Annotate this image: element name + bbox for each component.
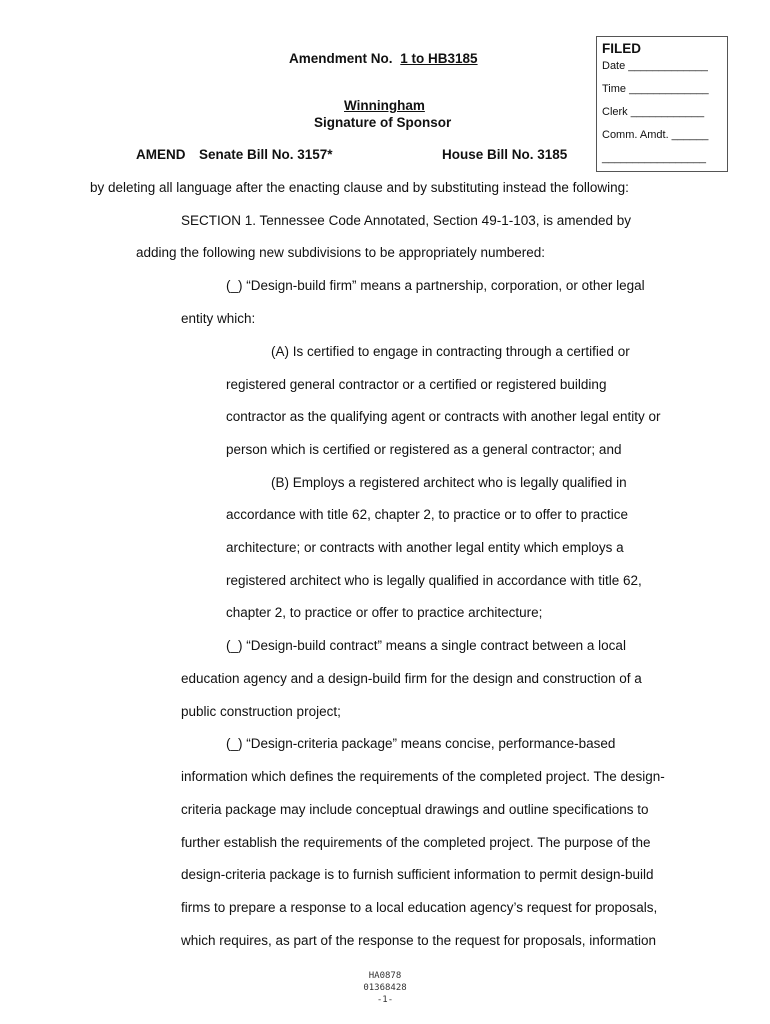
body-line: further establish the requirements of the completed project. The purpose of the — [181, 835, 651, 850]
filed-date: Date _____________ — [602, 60, 708, 72]
body-line: information which defines the requirements of the completed project. The design- — [181, 769, 665, 784]
body-line: criteria package may include conceptual drawings and outline specifications to — [181, 802, 649, 817]
amend-label: AMEND — [136, 147, 186, 162]
body-line: which requires, as part of the response to the request for proposals, information — [181, 933, 657, 948]
body-line: (_) “Design-criteria package” means concise, performance-based — [226, 736, 616, 751]
body-line: chapter 2, to practice or offer to practice architecture; — [226, 605, 543, 620]
body-line: SECTION 1. Tennessee Code Annotated, Section 49-1-103, is amended by — [181, 213, 632, 228]
body-line: registered general contractor or a certified or registered building — [226, 377, 607, 392]
sponsor-label: Signature of Sponsor — [314, 115, 452, 130]
amendment-title — [289, 51, 478, 66]
body-line: by deleting all language after the enacting clause and by substituting instead the following: — [90, 180, 629, 195]
sponsor-name: Winningham — [344, 98, 425, 113]
body-line: architecture; or contracts with another legal entity which employs a — [226, 540, 624, 555]
filed-clerk: Clerk ____________ — [602, 106, 705, 118]
body-line: person which is certified or registered as a general contractor; and — [226, 442, 622, 457]
body-line: entity which: — [181, 311, 256, 326]
filed-title: FILED — [602, 41, 641, 56]
body-line: (_) “Design-build contract” means a single contract between a local — [226, 638, 626, 653]
body-line: accordance with title 62, chapter 2, to practice or to offer to practice — [226, 507, 628, 522]
senate-bill: Senate Bill No. 3157* — [199, 147, 333, 162]
filed-time: Time _____________ — [602, 83, 709, 95]
body-line: (_) “Design-build firm” means a partnership, corporation, or other legal — [226, 278, 645, 293]
page-number: -1- — [376, 995, 394, 1005]
body-line: adding the following new subdivisions to be appropriately numbered: — [136, 245, 546, 260]
house-bill: House Bill No. 3185 — [442, 147, 568, 162]
body-line: design-criteria package is to furnish sufficient information to permit design-build — [181, 867, 654, 882]
footer-code-1: HA0878 — [368, 971, 402, 981]
body-line: registered architect who is legally qualified in accordance with title 62, — [226, 573, 642, 588]
body-line: education agency and a design-build firm for the design and construction of a — [181, 671, 642, 686]
body-line: public construction project; — [181, 704, 341, 719]
footer-code-2: 01368428 — [363, 983, 407, 993]
filed-stamp-box — [596, 36, 728, 172]
body-line: firms to prepare a response to a local education agency’s request for proposals, — [181, 900, 658, 915]
amendment-prefix: Amendment No. — [289, 51, 393, 66]
amendment-link: 1 to HB3185 — [400, 51, 478, 66]
filed-blank-line: _________________ — [602, 152, 707, 164]
body-line: (A) Is certified to engage in contracting through a certified or — [271, 344, 630, 359]
body-line: (B) Employs a registered architect who is legally qualified in — [271, 475, 627, 490]
filed-comm-amdt: Comm. Amdt. ______ — [602, 129, 709, 141]
body-line: contractor as the qualifying agent or contracts with another legal entity or — [226, 409, 661, 424]
